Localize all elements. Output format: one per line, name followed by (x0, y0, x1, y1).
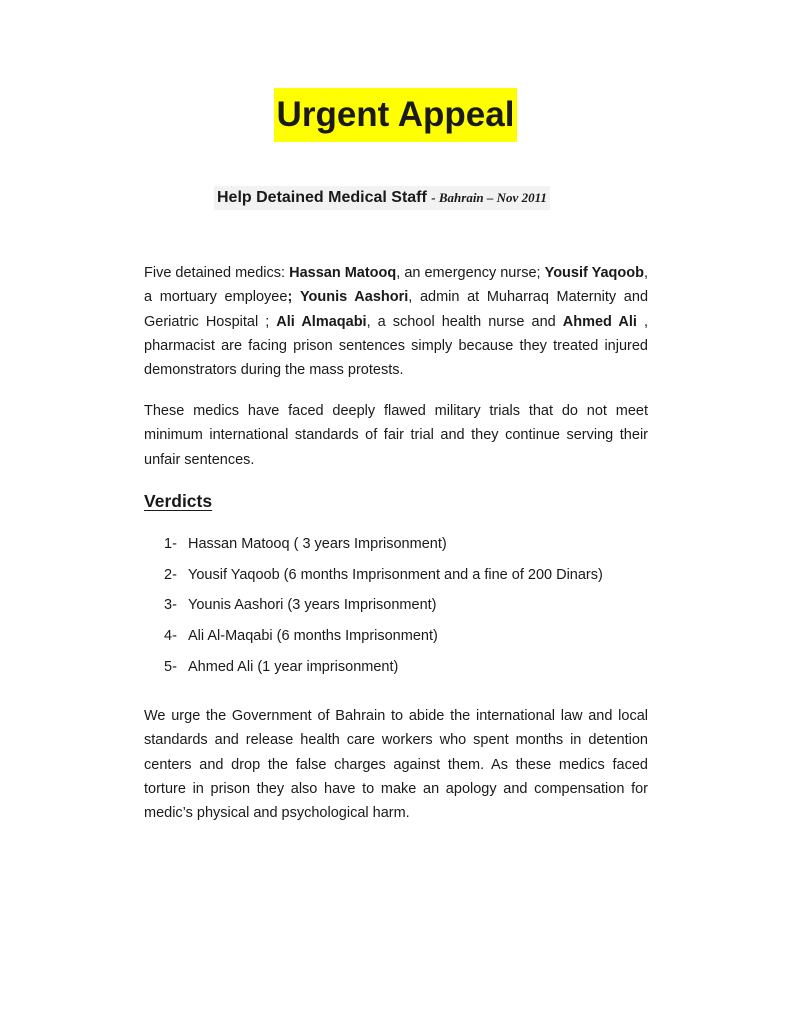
paragraph-detained-medics (144, 261, 648, 382)
para1-text: , a mortuary employee (144, 265, 648, 306)
subtitle-main: Help Detained Medical Staff (217, 189, 427, 206)
list-item (164, 532, 603, 563)
list-number: 5- (164, 658, 177, 675)
verdict-text: Yousif Yaqoob (6 months Imprisonment and a fine of 200 Dinars) (188, 566, 603, 583)
medic-name-younis: Younis Aashori (299, 289, 409, 306)
verdict-text: Younis Aashori (3 years Imprisonment) (188, 597, 437, 614)
paragraph-military-trials: These medics have faced deeply flawed military trials that do not meet minimum international standards of fair trial and they continue serving their unfair sentences. (144, 403, 648, 468)
para1-separator: ; (287, 289, 293, 306)
list-item (164, 563, 603, 594)
list-number: 3- (164, 597, 177, 614)
medic-name-hassan: Hassan Matooq (289, 265, 397, 281)
page-title: Urgent Appeal (274, 88, 518, 142)
list-item (164, 624, 603, 655)
list-number: 2- (164, 566, 177, 583)
subtitle-block (214, 186, 550, 210)
verdict-text: Ali Al-Maqabi (6 months Imprisonment) (188, 628, 438, 645)
para1-text: , admin at Muharraq Maternity and Geriatric Hospital ; (144, 289, 649, 330)
para1-text: Five detained medics: (144, 265, 290, 281)
medic-name-ali: Ali Almaqabi (276, 313, 367, 330)
para1-text: , pharmacist are facing prison sentences simply because they treated injured demonstrators during the mass protests. (144, 313, 648, 379)
list-number: 4- (164, 628, 177, 645)
list-item (164, 593, 603, 624)
verdict-text: Hassan Matooq ( 3 years Imprisonment) (188, 536, 447, 552)
verdicts-heading: Verdicts (144, 491, 213, 511)
para1-text: , a school health nurse and (366, 313, 563, 330)
list-number: 1- (164, 536, 177, 552)
subtitle (214, 186, 550, 210)
para1-text (292, 289, 300, 305)
list-item (164, 655, 603, 686)
paragraph-appeal: We urge the Government of Bahrain to abide the international law and local standards and release health care workers who spent months in detention centers and drop the false charges against them. As these medics faced torture in prison they also have to make an apology and compensation for medic’s physical and psychological harm. (144, 708, 648, 822)
medic-name-yousif: Yousif Yaqoob (544, 265, 644, 281)
verdicts-list (164, 532, 603, 685)
para1-text: , an emergency nurse; (396, 265, 545, 281)
title-block (0, 88, 791, 142)
verdict-text: Ahmed Ali (1 year imprisonment) (188, 658, 399, 675)
medic-name-ahmed: Ahmed Ali (562, 313, 637, 330)
subtitle-meta: - Bahrain – Nov 2011 (431, 190, 547, 205)
